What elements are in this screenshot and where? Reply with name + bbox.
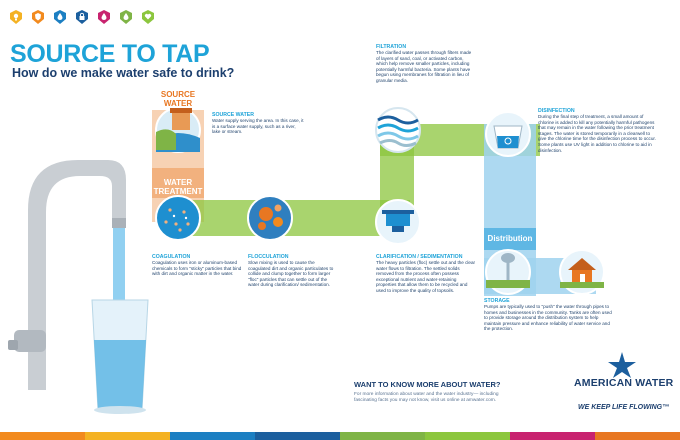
footer-bar-segment <box>0 432 85 440</box>
pipe-segment <box>178 200 410 236</box>
step-title: SOURCE WATER <box>212 112 254 118</box>
cta-text: For more information about water and the water industry— including fascinating facts you may not know, visit us online at amwater.com. <box>354 392 499 403</box>
page-title: SOURCE TO TAP <box>10 40 210 68</box>
step-title: FLOCCULATION <box>248 254 289 260</box>
step-title: FILTRATION <box>376 44 407 50</box>
footer-bar-segment <box>340 432 425 440</box>
storage-illustration <box>486 250 530 294</box>
step-text: The clarified water passes through filters made of layers of sand, coal, or activated carbon, which help remove smaller particles, including potentially harmful bacteria. Some plants have begun using membranes for filtration in lieu of granular media. <box>376 50 472 83</box>
footer-bar-segment <box>510 432 595 440</box>
step-disinfection <box>538 108 658 153</box>
footer-bar-segment <box>595 432 680 440</box>
source-water-illustration <box>156 108 200 152</box>
stage-label-source: SOURCE WATER <box>160 90 196 108</box>
step-text: Water supply serving the area. In this case, it is a surface water supply, such as a river, lake or stream. <box>212 118 304 135</box>
clarification-illustration <box>376 200 420 244</box>
step-title: DISINFECTION <box>538 108 575 114</box>
footer-bar-segment <box>425 432 510 440</box>
step-text: Pumps are typically used to "push" the water through pipes to homes and businesses in the community. Tanks are often used to provide storage around the distribution system to help maintain pressure and enhance reliability of water service and the protection. <box>484 304 612 332</box>
flocculation-illustration <box>248 196 292 240</box>
step-title: CLARIFICATION / SEDIMENTATION <box>376 254 463 260</box>
step-text: The heavy particles (floc) settle out and the clear water flows to filtration. The settled solids removed from the process often possess exceptional nutrient and water-retaining properties that allow them to be recycled and used to improve the quality of topsoils. <box>376 260 476 293</box>
footer-bar-segment <box>255 432 340 440</box>
footer-bar-segment <box>170 432 255 440</box>
stage-label-distribution: Distribution <box>487 234 533 243</box>
page-subtitle: How do we make water safe to drink? <box>12 66 235 80</box>
step-text: Coagulation uses iron or aluminum-based chemicals to form "sticky" particles that bind with dirt and organic matter in the water. <box>152 260 242 277</box>
filtration-illustration <box>376 108 420 152</box>
step-title: COAGULATION <box>152 254 191 260</box>
cta-title: WANT TO KNOW MORE ABOUT WATER? <box>354 380 501 389</box>
brand-name: AMERICAN WATER <box>574 377 674 389</box>
step-source-water <box>212 112 304 135</box>
step-text: During the final step of treatment, a small amount of chlorine is added to kill any potentially harmful pathogens that may remain in the water following the prior treatment stages. The water is stored temporarily in a clearwell to give the chlorine time for the disinfection process to occur. Some plants use UV light in addition to chlorine to aid in disinfection. <box>538 114 656 153</box>
step-filtration <box>376 44 474 84</box>
american-water-star-logo <box>608 352 636 378</box>
faucet-illustration <box>8 160 148 414</box>
stage-label-treatment: WATER TREATMENT <box>153 178 203 196</box>
step-clarification <box>376 254 476 294</box>
coagulation-illustration <box>156 196 200 240</box>
step-coagulation <box>152 254 244 277</box>
step-text: Slow mixing is used to cause the coagulated dirt and organic particulates to collide and clump together to form larger "floc" particles that can settle out of the water during clarification/ sedimentation. <box>248 260 334 288</box>
step-flocculation <box>248 254 338 288</box>
footer-bar-segment <box>85 432 170 440</box>
disinfection-illustration <box>486 112 530 156</box>
step-storage <box>484 298 612 332</box>
step-title: STORAGE <box>484 298 510 304</box>
house-illustration <box>560 250 604 294</box>
brand-slogan: WE KEEP LIFE FLOWING™ <box>578 404 670 411</box>
